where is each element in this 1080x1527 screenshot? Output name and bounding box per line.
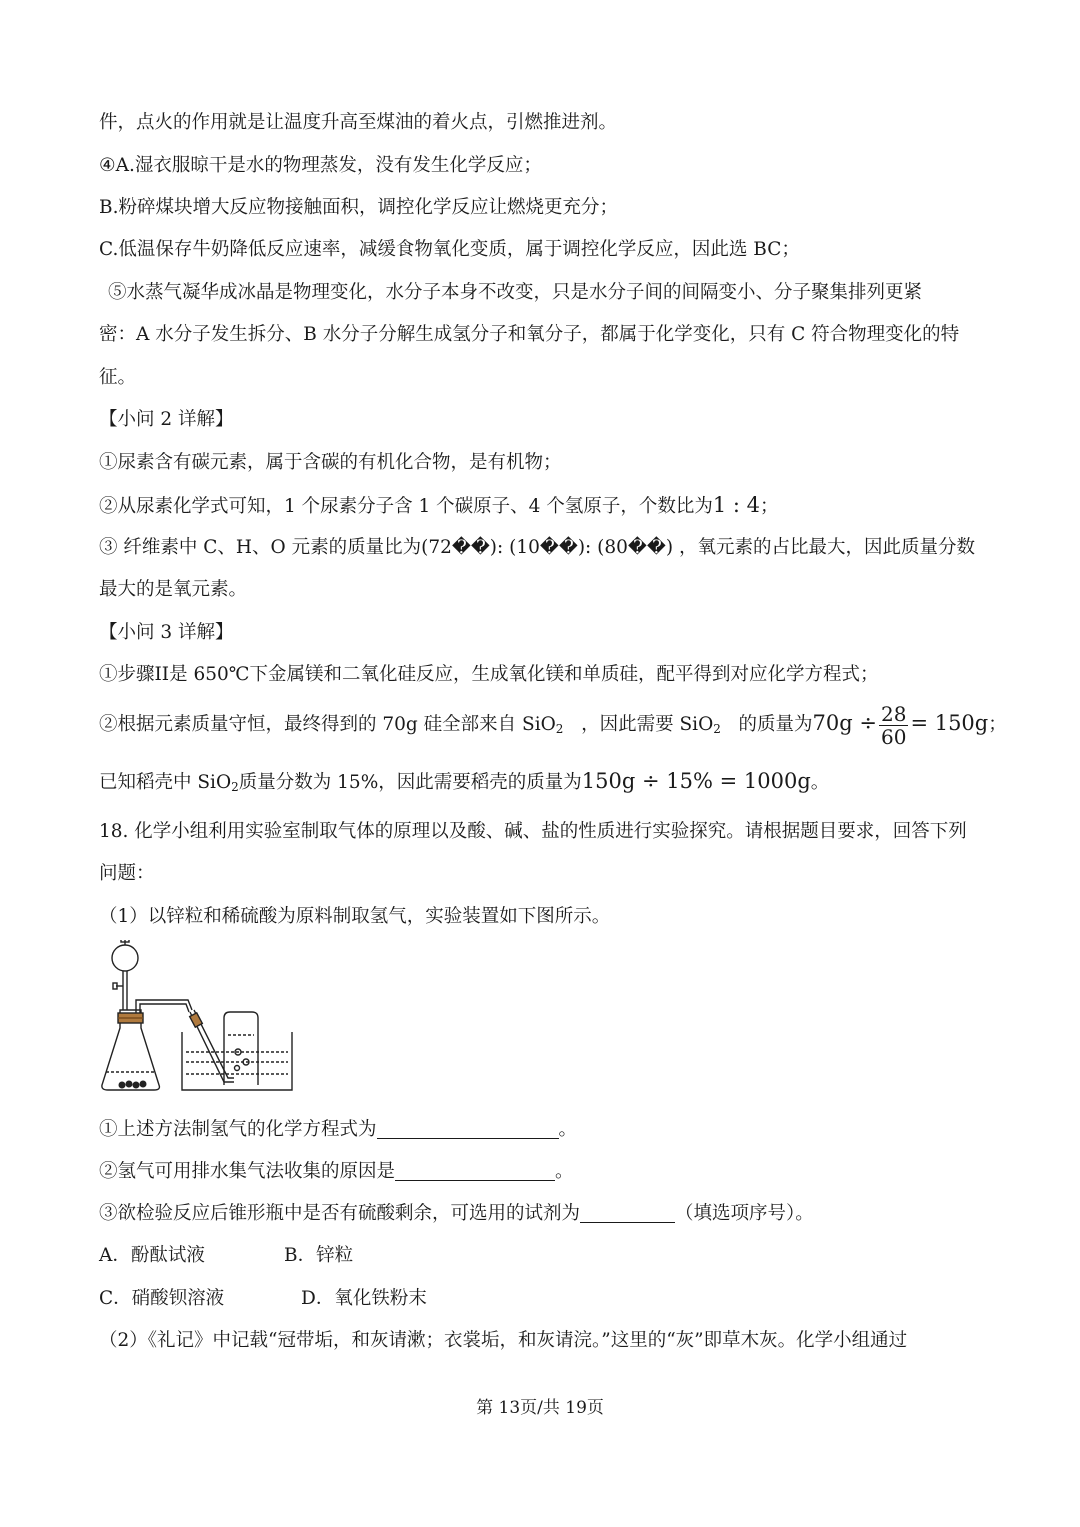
section-heading: 【小问 3 详解】	[99, 622, 234, 643]
text-span: ①上述方法制氢气的化学方程式为	[99, 1119, 377, 1140]
text-line: 密：A 水分子发生拆分、B 水分子分解生成氢分子和氧分子，都属于化学变化，只有 C 符合物理变化的特	[99, 324, 960, 345]
question-text: 18. 化学小组利用实验室制取气体的原理以及酸、碱、盐的性质进行实验探究。请根据题目要求，回答下列	[99, 821, 967, 842]
option-d: D．氧化铁粉末	[301, 1288, 427, 1309]
text-line: ③ 纤维素中 C、H、O 元素的质量比为(72��): (10��): (80��) ，氧元素的占比最大，因此质量分数	[99, 537, 975, 558]
text-span: （填选项序号）。	[675, 1203, 814, 1224]
question-text: （2）《礼记》中记载“冠带垢，和灰请漱；衣裳垢，和灰请浣。”这里的“灰”即草木灰。化学小组通过	[99, 1330, 908, 1351]
text-span: ②从尿素化学式可知，1 个尿素分子含 1 个碳原子、4 个氢原子，个数比为	[99, 496, 713, 517]
answer-blank[interactable]	[580, 1202, 675, 1223]
option-b: B．锌粒	[284, 1245, 354, 1266]
option-c: C．硝酸钡溶液	[99, 1288, 225, 1309]
text-span: 。	[810, 772, 830, 793]
text-span: ，因此需要 SiO	[581, 714, 714, 735]
math-expression: = 150g	[910, 711, 989, 735]
text-line: 问题：	[99, 863, 155, 884]
question-item	[99, 1117, 989, 1143]
text-line: ①步骤II是 650℃下金属镁和二氧化硅反应，生成氧化镁和单质硅，配平得到对应化学方程式；	[99, 664, 879, 685]
text-line: （1）以锌粒和稀硫酸为原料制取氢气，实验装置如下图所示。	[99, 906, 611, 927]
text-span: ②根据元素质量守恒，最终得到的 70g 硅全部来自 SiO	[99, 714, 556, 735]
text-line	[99, 768, 989, 800]
text-span: 的质量为	[738, 714, 813, 735]
apparatus-figure-icon	[96, 940, 296, 1100]
text-line: ⑤水蒸气凝华成冰晶是物理变化，水分子本身不改变，只是水分子间的间隔变小、分子聚集排列更紧	[108, 282, 923, 303]
subscript: 2	[555, 722, 564, 736]
text-line: B.粉碎煤块增大反应物接触面积，调控化学反应让燃烧更充分；	[99, 197, 618, 218]
question-item	[99, 1201, 989, 1227]
text-line: 最大的是氧元素。	[99, 579, 248, 600]
text-span: ③欲检验反应后锥形瓶中是否有硫酸剩余，可选用的试剂为	[99, 1203, 581, 1224]
answer-blank[interactable]	[377, 1118, 559, 1139]
text-line: 征。	[99, 367, 137, 388]
math-expression: 70g ÷	[812, 711, 877, 735]
math-expression: 150g ÷ 15% = 1000g	[581, 769, 811, 793]
text-line: C.低温保存牛奶降低反应速率，减缓食物氧化变质，属于调控化学反应，因此选 BC；	[99, 239, 800, 260]
text-span: 。	[555, 1161, 574, 1182]
fraction-numerator: 28	[880, 701, 907, 726]
fraction	[879, 703, 908, 748]
question-item	[99, 1159, 989, 1185]
page-number: 第 13页/共 19页	[476, 1398, 604, 1418]
option-a: A．酚酞试液	[99, 1245, 205, 1266]
fraction-denominator: 60	[880, 724, 907, 749]
text-line	[99, 697, 1007, 755]
text-line: 件，点火的作用就是让温度升高至煤油的着火点，引燃推进剂。	[99, 112, 618, 133]
option-row	[99, 1286, 989, 1312]
text-line	[99, 492, 989, 520]
subscript: 2	[231, 780, 239, 794]
ratio-expression: 1 : 4	[712, 493, 760, 517]
text-line: ④A.湿衣服晾干是水的物理蒸发，没有发生化学反应；	[99, 155, 542, 176]
text-span: ；	[760, 496, 779, 517]
text-span: 。	[558, 1119, 578, 1140]
text-span: ；	[988, 714, 1007, 735]
text-span: 质量分数为 15%，因此需要稻壳的质量为	[238, 772, 582, 793]
text-span: 已知稻壳中 SiO	[99, 772, 232, 793]
section-heading: 【小问 2 详解】	[99, 409, 234, 430]
text-line: ①尿素含有碳元素，属于含碳的有机化合物，是有机物；	[99, 452, 562, 473]
subscript: 2	[713, 722, 721, 736]
text-span: ②氢气可用排水集气法收集的原因是	[99, 1161, 396, 1182]
answer-blank[interactable]	[395, 1160, 555, 1181]
option-row	[99, 1243, 989, 1269]
